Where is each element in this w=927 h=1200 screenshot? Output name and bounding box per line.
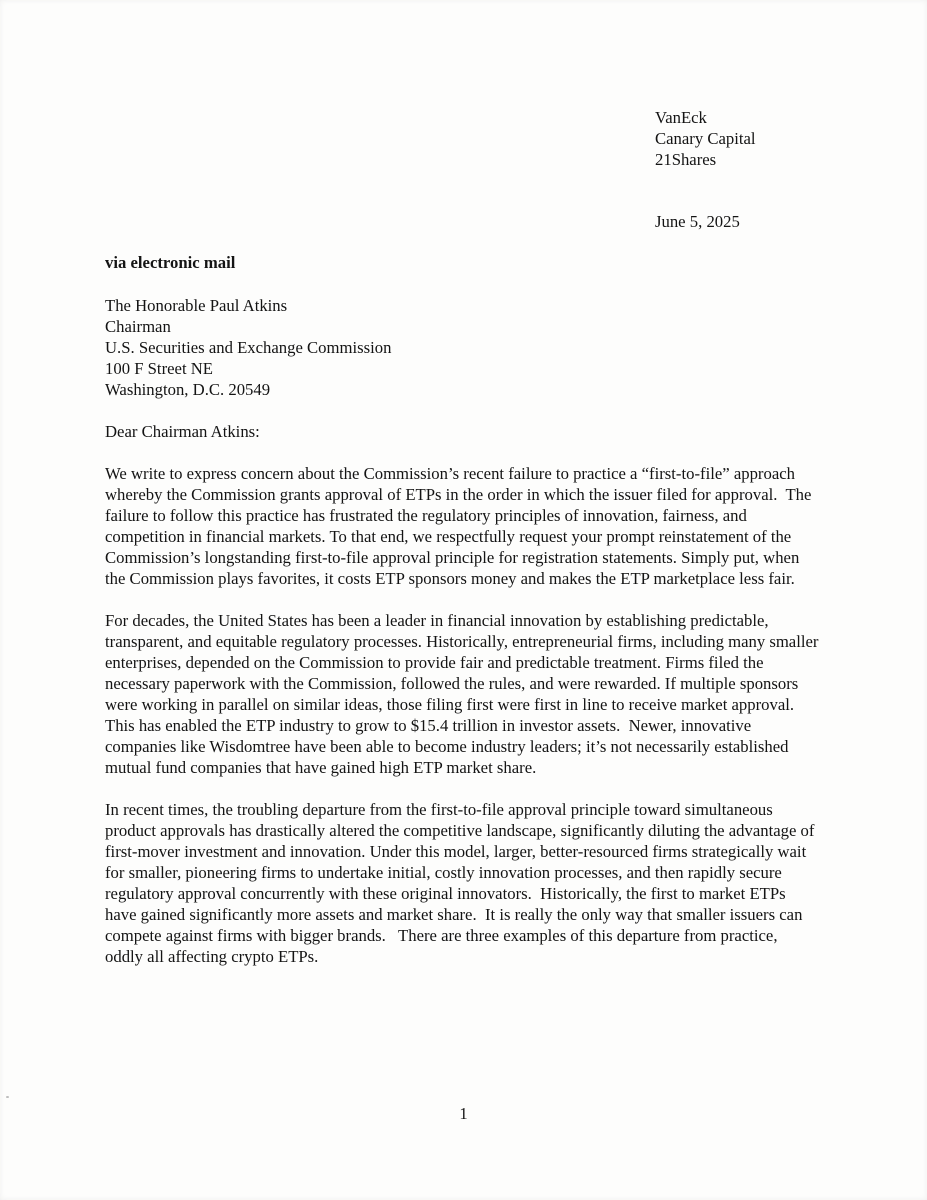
body-paragraph-2: For decades, the United States has been a leader in financial innovation by establishing predictable, transparent, and equitable regulatory processes. Historically, entrepreneurial firms, including many smaller enterprises, depended on the Commission to provide fair and predictable treatment. Firms filed the necessary paperwork with the Commission, followed the rules, and were rewarded. If multiple sponsors were working in parallel on similar ideas, those filing first were first in line to receive market approval. This has enabled the ETP industry to grow to $15.4 trillion in investor assets. Newer, innovative companies like Wisdomtree have been able to become industry leaders; it’s not necessarily established mutual fund companies that have gained high ETP market share.: [105, 611, 823, 777]
letter-date: June 5, 2025: [655, 212, 740, 231]
recipient-organization: U.S. Securities and Exchange Commission: [105, 338, 392, 357]
recipient-city: Washington, D.C. 20549: [105, 380, 271, 399]
delivery-method: via electronic mail: [105, 253, 236, 272]
recipient-title: Chairman: [105, 317, 171, 336]
body-paragraph-3: In recent times, the troubling departure from the first-to-file approval principle toward simultaneous product approvals has drastically altered the competitive landscape, significantly diluting the advantage of first-mover investment and innovation. Under this model, larger, better-resourced firms strategically wait for smaller, pioneering firms to undertake initial, costly innovation processes, and then rapidly secure regulatory approval concurrently with these original innovators. Historically, the first to market ETPs have gained significantly more assets and market share. It is really the only way that smaller issuers can compete against firms with bigger brands. There are three examples of this departure from practice, oddly all affecting crypto ETPs.: [105, 800, 819, 966]
scan-artifact: [6, 1096, 9, 1098]
recipient-address: [105, 295, 819, 400]
letter-body: [105, 252, 823, 967]
letterhead-line-1: VanEck: [655, 108, 707, 127]
letterhead-line-3: 21Shares: [655, 150, 717, 169]
recipient-street: 100 F Street NE: [105, 359, 213, 378]
page-number: 1: [459, 1104, 468, 1123]
salutation: Dear Chairman Atkins:: [105, 422, 260, 441]
recipient-name: The Honorable Paul Atkins: [105, 296, 288, 315]
body-paragraph-1: We write to express concern about the Commission’s recent failure to practice a “first-to-file” approach whereby the Commission grants approval of ETPs in the order in which the issuer filed for approval. The failure to follow this practice has frustrated the regulatory principles of innovation, fairness, and competition in financial markets. To that end, we respectfully request your prompt reinstatement of the Commission’s longstanding first-to-file approval principle for registration statements. Simply put, when the Commission plays favorites, it costs ETP sponsors money and makes the ETP marketplace less fair.: [105, 464, 816, 588]
letterhead: [655, 107, 756, 170]
letterhead-line-2: Canary Capital: [655, 129, 756, 148]
